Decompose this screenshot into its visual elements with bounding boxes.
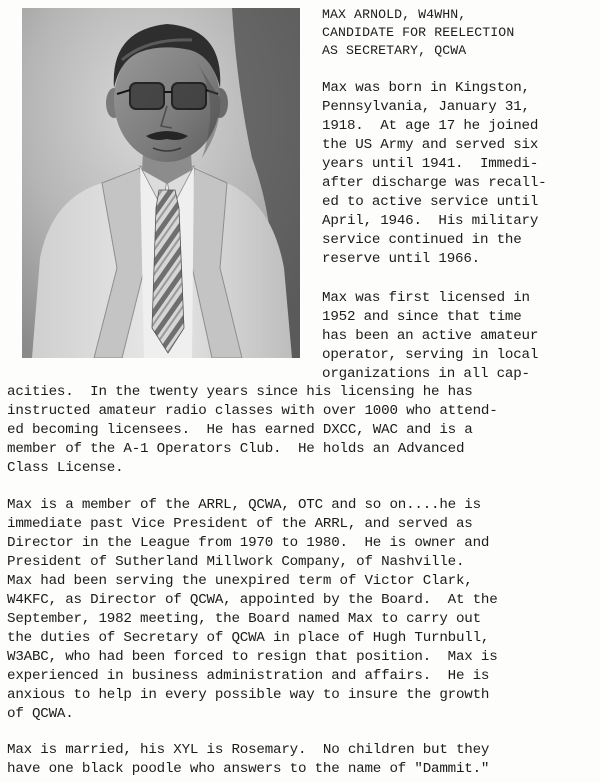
family-line: Max is married, his XYL is Rosemary. No children but they [7,742,490,758]
license-line: ed becoming licensees. He has earned DXCC, WAC and is a [7,422,473,438]
membership-line: Max is a member of the ARRL, QCWA, OTC and so on....he is [7,497,481,513]
license-line: member of the A-1 Operators Club. He holds an Advanced [7,441,465,457]
membership-line: Max had been serving the unexpired term of Victor Clark, [7,573,473,589]
membership-line: of QCWA. [7,706,74,722]
license-line: acities. In the twenty years since his licensing he has [7,384,473,400]
membership-line: W4KFC, as Director of QCWA, appointed by the Board. At the [7,592,498,608]
bio-line: Max was born in Kingston, [322,80,530,96]
candidate-heading-line-3: AS SECRETARY, QCWA [322,43,467,58]
family-line: have one black poodle who answers to the name of "Dammit." [7,761,490,777]
bio-line: 1918. At age 17 he joined [322,118,539,134]
bio-line: the US Army and served six [322,137,539,153]
bio-line: Pennsylvania, January 31, [322,99,530,115]
membership-line: experienced in business administration and affairs. He is [7,668,490,684]
membership-line: Director in the League from 1970 to 1980. He is owner and [7,535,490,551]
membership-line: W3ABC, who had been forced to resign that position. Max is [7,649,498,665]
bio-line: ed to active service until [322,194,539,210]
candidate-heading-line-1: MAX ARNOLD, W4WHN, [322,7,467,22]
bio-line: after discharge was recall- [322,175,547,191]
license-line: operator, serving in local [322,347,539,363]
license-line: 1952 and since that time [322,309,522,325]
portrait-image [22,8,300,358]
portrait-photo [22,8,300,358]
candidate-heading-line-2: CANDIDATE FOR REELECTION [322,25,515,40]
membership-line: anxious to help in every possible way to insure the growth [7,687,490,703]
membership-line: President of Sutherland Millwork Company, of Nashville. [7,554,465,570]
license-line: instructed amateur radio classes with over 1000 who attend- [7,403,498,419]
bio-line: April, 1946. His military [322,213,539,229]
bio-line: years until 1941. Immedi- [322,156,539,172]
bio-line: service continued in the [322,232,522,248]
membership-line: the duties of Secretary of QCWA in place of Hugh Turnbull, [7,630,490,646]
license-line: organizations in all cap- [322,366,530,382]
membership-line: immediate past Vice President of the ARRL, and served as [7,516,473,532]
license-line: has been an active amateur [322,328,539,344]
bio-line: reserve until 1966. [322,251,480,267]
license-line: Class License. [7,460,124,476]
membership-line: September, 1982 meeting, the Board named Max to carry out [7,611,481,627]
license-line: Max was first licensed in [322,290,530,306]
